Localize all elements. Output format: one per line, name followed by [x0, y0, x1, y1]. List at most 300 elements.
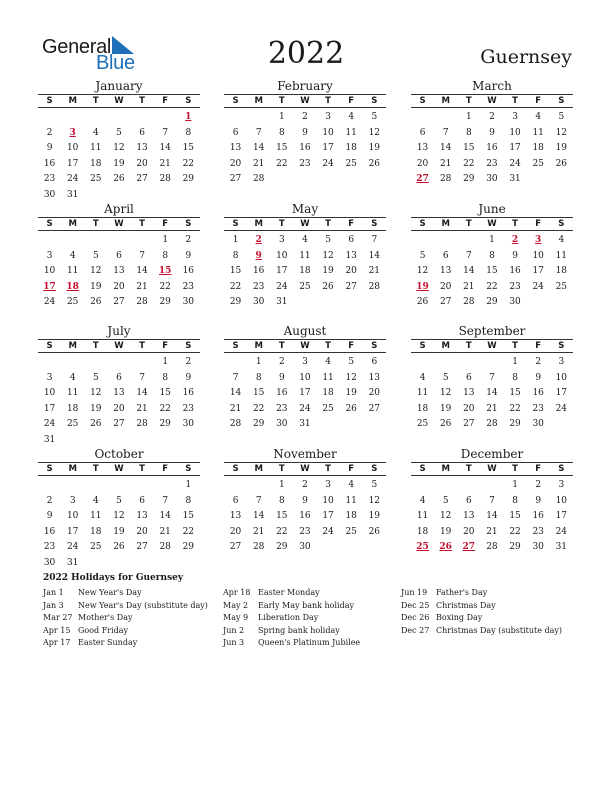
- holiday-date: Apr 15: [43, 625, 71, 635]
- weekday-label: F: [535, 464, 542, 474]
- day-cell: 16: [532, 511, 544, 521]
- day-cell: 30: [532, 542, 544, 552]
- day-grid: [224, 476, 386, 556]
- day-cell: 10: [66, 511, 79, 521]
- holiday-date: Jun 2: [223, 625, 245, 635]
- day-cell: 4: [558, 235, 565, 245]
- weekday-label: M: [254, 341, 263, 351]
- weekday-label: F: [535, 341, 542, 351]
- day-cell: 1: [512, 357, 518, 367]
- day-cell: 31: [509, 174, 521, 184]
- holiday-day-cell: 25: [416, 542, 429, 552]
- empty-day-cell: [411, 355, 434, 371]
- weekday-header: [411, 462, 573, 476]
- holiday-date: Jun 19: [401, 588, 428, 597]
- day-cell: 22: [182, 158, 195, 169]
- day-cell: 5: [442, 372, 449, 383]
- day-cell: 8: [162, 250, 169, 261]
- day-cell: 28: [229, 419, 242, 429]
- weekday-label: T: [512, 341, 518, 351]
- day-cell: 2: [535, 480, 542, 490]
- day-cell: 30: [299, 542, 311, 552]
- day-cell: 8: [162, 372, 169, 383]
- weekday-label: S: [232, 219, 239, 229]
- weekday-label: F: [348, 96, 355, 106]
- day-cell: 28: [252, 174, 265, 184]
- day-cell: 24: [299, 403, 311, 414]
- day-cell: 6: [371, 357, 378, 367]
- weekday-label: T: [325, 96, 331, 106]
- day-cell: 27: [113, 297, 125, 307]
- weekday-label: S: [46, 464, 53, 474]
- day-cell: 29: [159, 419, 171, 429]
- weekday-label: T: [465, 96, 472, 106]
- day-cell: 25: [345, 526, 357, 537]
- day-cell: 21: [368, 266, 381, 276]
- empty-day-cell: [224, 110, 247, 126]
- day-cell: 18: [90, 158, 102, 169]
- day-cell: 23: [532, 403, 544, 414]
- day-cell: 24: [509, 158, 521, 169]
- month-title: August: [283, 324, 327, 338]
- day-cell: 16: [182, 388, 195, 398]
- day-cell: 10: [555, 372, 568, 383]
- day-cell: 20: [136, 158, 148, 169]
- empty-day-cell: [457, 478, 480, 494]
- holiday-column: [43, 587, 223, 650]
- day-cell: 30: [509, 297, 521, 307]
- day-cell: 14: [486, 388, 498, 398]
- day-cell: 20: [345, 266, 357, 276]
- day-cell: 5: [371, 112, 378, 122]
- empty-day-cell: [154, 478, 177, 494]
- holiday-day-cell: 1: [185, 112, 192, 122]
- day-cell: 28: [486, 542, 498, 552]
- day-cell: 11: [345, 127, 357, 138]
- weekday-label: W: [114, 341, 124, 351]
- day-cell: 12: [439, 388, 452, 398]
- weekday-label: M: [68, 96, 77, 106]
- month-title: July: [107, 324, 131, 338]
- day-cell: 11: [345, 495, 357, 506]
- day-cell: 27: [368, 403, 381, 414]
- day-cell: 29: [229, 297, 242, 307]
- day-cell: 26: [368, 526, 381, 537]
- day-cell: 5: [348, 357, 355, 367]
- weekday-label: S: [558, 341, 565, 351]
- month-october: [38, 447, 200, 571]
- holiday-row: [223, 587, 403, 600]
- day-cell: 29: [182, 542, 195, 552]
- day-grid: [38, 108, 200, 203]
- day-cell: 9: [512, 250, 518, 261]
- day-cell: 6: [419, 127, 426, 138]
- day-cell: 16: [299, 511, 311, 521]
- empty-day-cell: [107, 355, 130, 371]
- day-cell: 7: [255, 495, 262, 506]
- day-cell: 19: [113, 158, 125, 169]
- day-cell: 24: [43, 297, 56, 307]
- day-cell: 21: [486, 403, 498, 414]
- day-cell: 30: [276, 419, 288, 429]
- weekday-label: T: [325, 219, 331, 229]
- day-cell: 14: [486, 511, 498, 521]
- day-cell: 31: [555, 542, 568, 552]
- day-cell: 2: [302, 480, 308, 490]
- day-cell: 11: [90, 511, 102, 521]
- day-cell: 12: [368, 495, 381, 506]
- day-cell: 4: [325, 357, 331, 367]
- month-july: [38, 324, 200, 448]
- day-cell: 22: [252, 403, 265, 414]
- day-cell: 10: [532, 250, 544, 261]
- day-cell: 15: [252, 388, 265, 398]
- weekday-label: T: [139, 464, 145, 474]
- day-cell: 3: [69, 495, 76, 506]
- day-cell: 4: [69, 372, 76, 383]
- day-cell: 20: [463, 403, 475, 414]
- weekday-label: S: [558, 464, 565, 474]
- month-title: November: [273, 447, 337, 461]
- holiday-row: [43, 587, 223, 600]
- holiday-day-cell: 2: [511, 235, 519, 245]
- empty-day-cell: [107, 233, 130, 249]
- empty-day-cell: [38, 110, 61, 126]
- weekday-label: S: [185, 219, 192, 229]
- day-cell: 15: [276, 143, 288, 153]
- weekday-label: T: [512, 219, 518, 229]
- weekday-label: T: [139, 96, 145, 106]
- day-cell: 4: [92, 127, 99, 138]
- weekday-label: S: [419, 341, 426, 351]
- day-cell: 12: [113, 143, 125, 153]
- day-cell: 7: [489, 372, 495, 383]
- day-cell: 4: [419, 372, 426, 383]
- empty-day-cell: [457, 355, 480, 371]
- day-cell: 14: [159, 143, 171, 153]
- holiday-name: Queen's Platinum Jubilee: [258, 638, 361, 647]
- weekday-label: F: [348, 341, 355, 351]
- day-cell: 29: [509, 419, 521, 429]
- day-cell: 5: [116, 495, 122, 506]
- empty-day-cell: [131, 110, 154, 126]
- day-cell: 29: [509, 542, 521, 552]
- day-cell: 16: [252, 266, 265, 276]
- day-cell: 2: [302, 112, 308, 122]
- day-cell: 13: [439, 266, 452, 276]
- day-cell: 22: [276, 526, 288, 537]
- empty-day-cell: [131, 478, 154, 494]
- day-cell: 13: [229, 511, 242, 521]
- day-cell: 11: [532, 127, 544, 138]
- day-cell: 10: [276, 250, 288, 261]
- day-cell: 2: [46, 127, 53, 138]
- day-cell: 28: [136, 297, 148, 307]
- day-cell: 6: [116, 372, 122, 383]
- day-cell: 26: [416, 297, 429, 307]
- empty-day-cell: [154, 110, 177, 126]
- weekday-label: S: [46, 219, 53, 229]
- holiday-row: [43, 612, 223, 625]
- day-cell: 1: [255, 357, 262, 367]
- day-cell: 28: [159, 542, 171, 552]
- day-cell: 25: [416, 419, 429, 429]
- day-grid: [224, 353, 386, 433]
- day-cell: 26: [368, 158, 381, 169]
- holiday-day-cell: 19: [416, 281, 429, 292]
- day-cell: 31: [43, 434, 56, 445]
- day-cell: 2: [185, 235, 192, 245]
- day-cell: 13: [463, 388, 475, 398]
- weekday-label: M: [254, 464, 263, 474]
- day-cell: 13: [345, 250, 357, 261]
- day-cell: 23: [43, 174, 56, 184]
- weekday-label: T: [92, 219, 99, 229]
- holiday-name: New Year's Day (substitute day): [78, 600, 208, 610]
- weekday-label: W: [114, 464, 124, 474]
- day-cell: 6: [348, 235, 355, 245]
- weekday-label: T: [512, 464, 518, 474]
- weekday-label: T: [325, 464, 331, 474]
- holiday-day-cell: 3: [69, 127, 76, 138]
- weekday-header: [38, 94, 200, 108]
- weekday-label: T: [278, 219, 285, 229]
- month-april: [38, 202, 200, 311]
- day-cell: 21: [486, 526, 498, 537]
- day-cell: 30: [43, 557, 56, 568]
- day-cell: 25: [322, 403, 334, 414]
- day-grid: [38, 353, 200, 448]
- day-cell: 6: [232, 495, 239, 506]
- day-cell: 18: [416, 403, 429, 414]
- empty-day-cell: [84, 355, 107, 371]
- month-title: May: [291, 202, 319, 216]
- holiday-column: [223, 587, 403, 650]
- holiday-day-cell: 26: [439, 542, 452, 552]
- day-cell: 23: [509, 281, 521, 292]
- day-cell: 20: [229, 526, 242, 537]
- day-cell: 6: [116, 250, 122, 261]
- day-cell: 22: [276, 158, 288, 169]
- day-cell: 22: [182, 526, 195, 537]
- day-cell: 5: [442, 495, 449, 506]
- empty-day-cell: [61, 233, 84, 249]
- holiday-name: Liberation Day: [258, 613, 319, 622]
- day-cell: 6: [232, 127, 239, 138]
- logo-word-general: General: [42, 36, 112, 58]
- holiday-name: Father's Day: [436, 588, 488, 597]
- weekday-label: M: [254, 96, 263, 106]
- empty-day-cell: [107, 110, 130, 126]
- day-cell: 12: [90, 388, 102, 398]
- weekday-header: [411, 217, 573, 231]
- day-cell: 19: [439, 526, 452, 537]
- day-cell: 15: [159, 388, 171, 398]
- day-cell: 17: [66, 158, 79, 169]
- day-cell: 3: [558, 357, 565, 367]
- holiday-day-cell: 27: [416, 174, 429, 184]
- day-cell: 5: [558, 112, 565, 122]
- day-cell: 27: [113, 419, 125, 429]
- weekday-label: F: [348, 219, 355, 229]
- day-cell: 3: [302, 357, 308, 367]
- day-cell: 19: [90, 281, 102, 292]
- day-cell: 19: [113, 526, 125, 537]
- day-cell: 22: [463, 158, 475, 169]
- day-cell: 2: [185, 357, 192, 367]
- day-cell: 17: [299, 388, 311, 398]
- day-cell: 12: [555, 127, 568, 138]
- empty-day-cell: [61, 355, 84, 371]
- weekday-label: T: [92, 464, 99, 474]
- day-cell: 9: [278, 372, 285, 383]
- day-cell: 8: [512, 495, 518, 506]
- day-cell: 11: [299, 250, 311, 261]
- day-cell: 27: [229, 542, 242, 552]
- weekday-label: W: [487, 219, 497, 229]
- day-cell: 22: [486, 281, 498, 292]
- day-cell: 14: [136, 388, 148, 398]
- weekday-label: S: [232, 96, 239, 106]
- day-cell: 7: [465, 250, 472, 261]
- empty-day-cell: [107, 478, 130, 494]
- day-cell: 23: [252, 281, 265, 292]
- day-cell: 12: [416, 266, 429, 276]
- day-cell: 23: [486, 158, 498, 169]
- day-cell: 14: [229, 388, 242, 398]
- day-cell: 18: [416, 526, 429, 537]
- month-november: [224, 447, 386, 556]
- weekday-label: W: [114, 96, 124, 106]
- empty-day-cell: [434, 355, 457, 371]
- holiday-name: Spring bank holiday: [258, 625, 340, 635]
- month-title: June: [478, 202, 506, 216]
- day-cell: 19: [90, 403, 102, 414]
- holiday-name: Christmas Day (substitute day): [436, 625, 562, 635]
- day-cell: 5: [371, 480, 378, 490]
- day-cell: 17: [555, 388, 568, 398]
- day-cell: 28: [368, 281, 381, 292]
- day-cell: 21: [136, 403, 148, 414]
- day-cell: 30: [43, 189, 56, 200]
- holiday-list-title: 2022 Holidays for Guernsey: [43, 573, 184, 583]
- weekday-label: F: [162, 464, 169, 474]
- weekday-label: T: [465, 341, 472, 351]
- day-cell: 16: [276, 388, 288, 398]
- day-cell: 21: [229, 403, 242, 414]
- day-cell: 17: [509, 143, 521, 153]
- day-cell: 14: [136, 266, 148, 276]
- day-cell: 14: [463, 266, 475, 276]
- day-cell: 29: [182, 174, 195, 184]
- day-cell: 16: [486, 143, 498, 153]
- weekday-label: W: [300, 341, 310, 351]
- day-cell: 26: [113, 174, 125, 184]
- day-cell: 18: [555, 266, 568, 276]
- day-cell: 21: [252, 526, 265, 537]
- day-cell: 24: [322, 526, 334, 537]
- day-cell: 3: [46, 250, 53, 261]
- weekday-label: T: [278, 341, 285, 351]
- day-cell: 3: [512, 112, 518, 122]
- day-cell: 19: [368, 143, 381, 153]
- day-cell: 7: [162, 127, 169, 138]
- day-cell: 8: [512, 372, 518, 383]
- day-cell: 12: [113, 511, 125, 521]
- day-cell: 8: [185, 127, 192, 138]
- weekday-label: S: [371, 96, 378, 106]
- weekday-label: M: [441, 341, 450, 351]
- day-cell: 23: [276, 403, 288, 414]
- day-cell: 28: [136, 419, 148, 429]
- day-cell: 24: [66, 174, 79, 184]
- day-cell: 27: [136, 174, 148, 184]
- day-cell: 28: [486, 419, 498, 429]
- day-cell: 3: [325, 480, 331, 490]
- day-cell: 19: [555, 143, 568, 153]
- weekday-header: [224, 94, 386, 108]
- holiday-row: [401, 612, 581, 625]
- day-cell: 9: [46, 511, 53, 521]
- day-cell: 2: [278, 357, 285, 367]
- day-grid: [411, 231, 573, 311]
- empty-day-cell: [224, 355, 247, 371]
- weekday-label: T: [139, 219, 145, 229]
- day-cell: 27: [463, 419, 475, 429]
- day-cell: 16: [532, 388, 544, 398]
- holiday-list: [43, 573, 583, 647]
- empty-day-cell: [434, 110, 457, 126]
- day-cell: 2: [535, 357, 542, 367]
- holiday-date: Apr 18: [223, 588, 251, 597]
- day-cell: 1: [162, 357, 169, 367]
- day-cell: 19: [345, 388, 357, 398]
- day-cell: 6: [465, 495, 472, 506]
- empty-day-cell: [38, 233, 61, 249]
- day-cell: 25: [555, 281, 568, 292]
- weekday-label: T: [92, 341, 99, 351]
- day-cell: 25: [345, 158, 357, 169]
- empty-day-cell: [457, 233, 480, 249]
- holiday-name: Boxing Day: [436, 613, 483, 622]
- day-cell: 11: [416, 511, 429, 521]
- day-cell: 4: [302, 235, 308, 245]
- weekday-label: F: [348, 464, 355, 474]
- day-cell: 28: [159, 174, 171, 184]
- day-cell: 17: [555, 511, 568, 521]
- month-title: April: [104, 202, 134, 216]
- weekday-label: M: [254, 219, 263, 229]
- calendar-year: 2022: [267, 36, 345, 71]
- day-cell: 24: [43, 419, 56, 429]
- day-cell: 11: [66, 388, 79, 398]
- empty-day-cell: [480, 478, 503, 494]
- day-cell: 25: [532, 158, 544, 169]
- weekday-label: F: [162, 219, 169, 229]
- day-cell: 24: [276, 281, 288, 292]
- weekday-label: T: [465, 219, 472, 229]
- calendar-country: Guernsey: [480, 46, 572, 68]
- day-cell: 22: [509, 526, 521, 537]
- weekday-label: F: [535, 219, 542, 229]
- day-cell: 30: [486, 174, 498, 184]
- day-cell: 4: [419, 495, 426, 506]
- day-cell: 8: [255, 372, 262, 383]
- day-cell: 16: [43, 526, 56, 537]
- holiday-date: Mar 27: [43, 613, 73, 622]
- day-cell: 21: [252, 158, 265, 169]
- day-cell: 20: [439, 281, 452, 292]
